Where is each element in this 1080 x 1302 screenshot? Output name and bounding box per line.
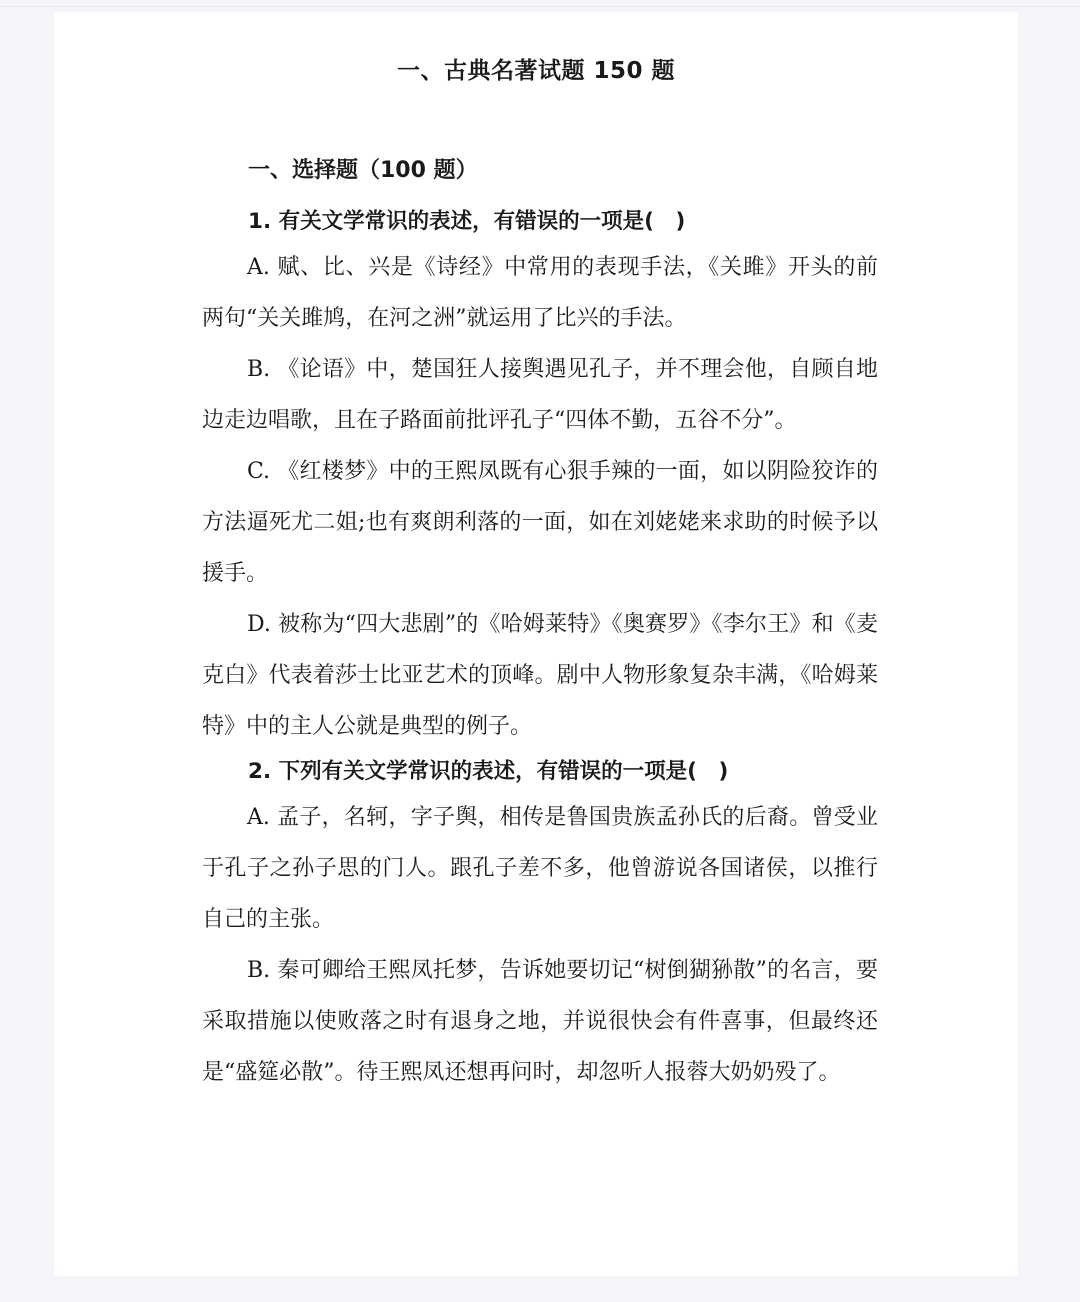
question-2: [202, 752, 878, 1098]
option-d: D. 被称为“四大悲剧”的《哈姆莱特》《奥赛罗》《李尔王》和《麦克白》代表着莎士比亚艺术的顶峰。剧中人物形象复杂丰满，《哈姆莱特》中的主人公就是典型的例子。: [202, 612, 878, 739]
document-title: 一、古典名著试题 150 题: [396, 58, 676, 84]
document-page: [54, 12, 1018, 1276]
document-content: [202, 152, 878, 1098]
top-divider: [0, 6, 1080, 7]
question-stem: 2. 下列有关文学常识的表述，有错误的一项是( ): [248, 759, 729, 784]
question-stem: 1. 有关文学常识的表述，有错误的一项是( ): [248, 209, 686, 234]
question-1: [202, 202, 878, 752]
option-a: A. 赋、比、兴是《诗经》中常用的表现手法，《关雎》开头的前两句“关关雎鸠，在河之洲”就运用了比兴的手法。: [202, 255, 878, 331]
option-c: C. 《红楼梦》中的王熙凤既有心狠手辣的一面，如以阴险狡诈的方法逼死尤二姐;也有爽朗利落的一面，如在刘姥姥来求助的时候予以援手。: [202, 459, 878, 586]
option-b: B. 《论语》中，楚国狂人接舆遇见孔子，并不理会他，自顾自地边走边唱歌，且在子路面前批评孔子“四体不勤，五谷不分”。: [202, 357, 878, 433]
section-heading: 一、选择题（100 题）: [248, 158, 478, 183]
option-b: B. 秦可卿给王熙凤托梦，告诉她要切记“树倒猢狲散”的名言，要采取措施以使败落之时有退身之地，并说很快会有件喜事，但最终还是“盛筵必散”。待王熙凤还想再问时，却忽听人报蓉大奶奶殁了。: [202, 958, 878, 1085]
option-a: A. 孟子，名轲，字子舆，相传是鲁国贵族孟孙氏的后裔。曾受业于孔子之孙子思的门人。跟孔子差不多，他曾游说各国诸侯，以推行自己的主张。: [202, 805, 878, 932]
